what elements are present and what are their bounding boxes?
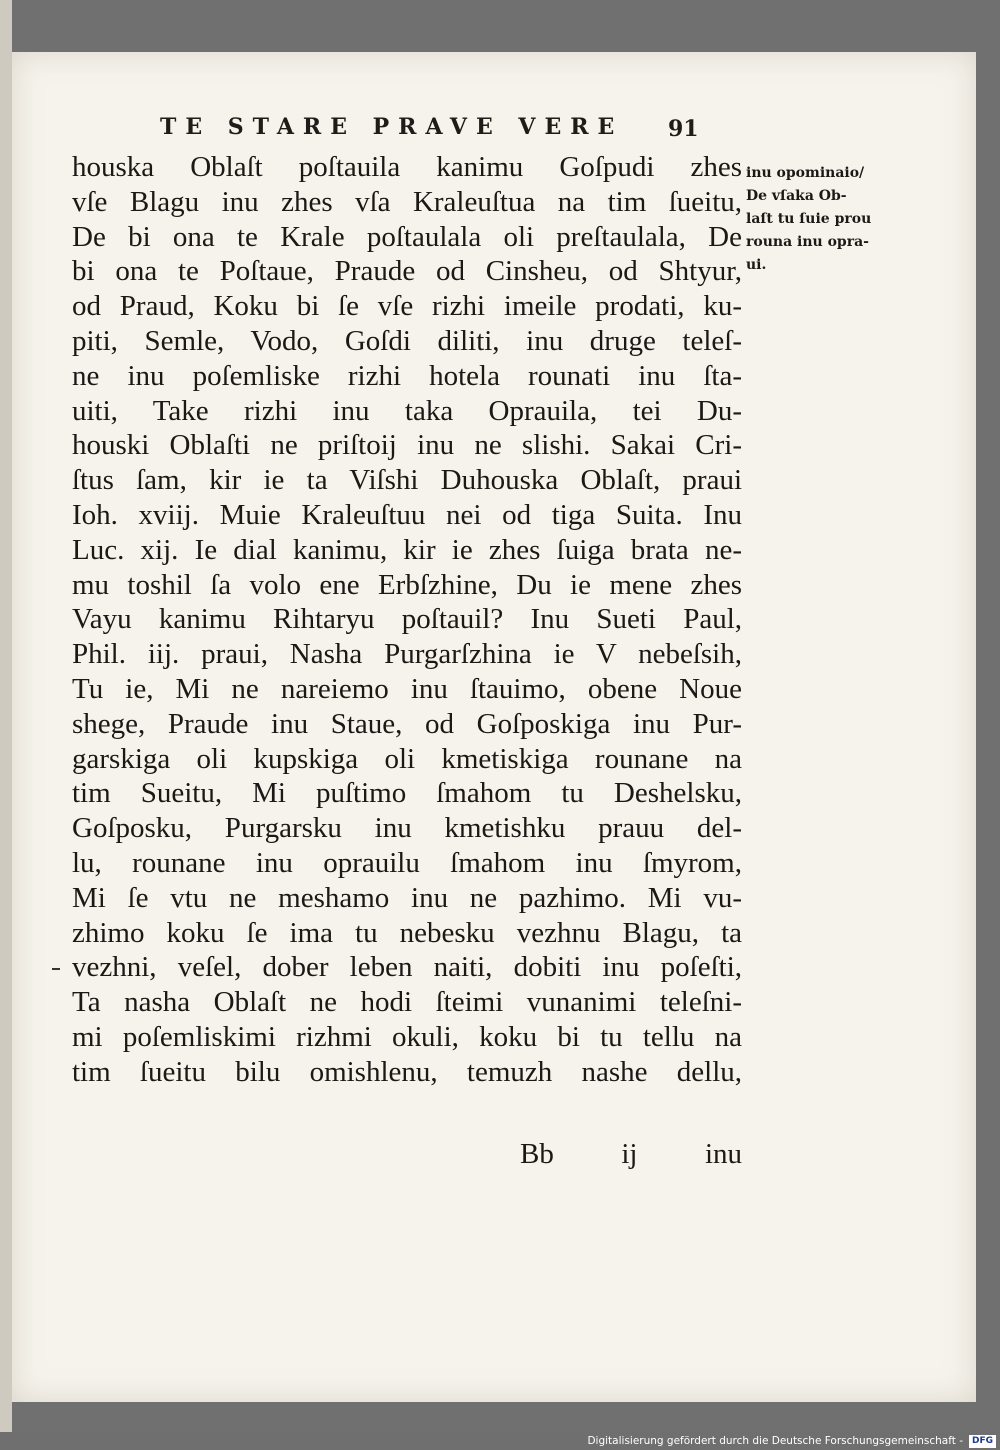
signature-mark: Bb	[520, 1138, 554, 1170]
marginal-note-line: rouna inu opra-	[746, 234, 869, 250]
digitization-footer	[0, 1432, 1000, 1450]
text-line: shege, Praude inu Staue, od Goſposkiga inu Pur-	[72, 707, 742, 740]
text-line: uiti, Take rizhi inu taka Oprauila, tei Du-	[72, 394, 742, 427]
text-line: Goſposku, Purgarsku inu kmetishku prauu del-	[72, 812, 742, 845]
footer-credit: Digitalisierung gefördert durch die Deutsche Forschungsgemeinschaft -	[587, 1435, 963, 1447]
text-line: Ioh. xviij. Muie Kraleuſtuu nei od tiga Suita. Inu	[72, 498, 742, 531]
text-line: lu, rounane inu oprauilu ſmahom inu ſmyrom,	[72, 846, 742, 879]
text-line: mi poſemliskimi rizhmi okuli, koku bi tu tellu na	[72, 1020, 742, 1053]
dfg-logo: DFG	[969, 1435, 996, 1448]
text-line: Luc. xij. Ie dial kanimu, kir ie zhes ſuiga brata ne-	[72, 533, 742, 566]
body-text	[72, 150, 742, 1090]
marginal-note	[746, 162, 916, 277]
signature-number: ij	[621, 1138, 638, 1170]
text-line: piti, Semle, Vodo, Goſdi diliti, inu druge teleſ-	[72, 324, 742, 357]
text-line: od Praud, Koku bi ſe vſe rizhi imeile prodati, ku-	[72, 290, 742, 323]
text-line: vſe Blagu inu zhes vſa Kraleuſtua na tim ſueitu,	[72, 185, 742, 218]
text-line: bi ona te Poſtaue, Praude od Cinsheu, od Shtyur,	[72, 255, 742, 288]
catchword: inu	[704, 1138, 742, 1170]
text-line: Vayu kanimu Rihtaryu poſtauil? Inu Sueti Paul,	[72, 603, 742, 636]
text-line: Tu ie, Mi ne nareiemo inu ſtauimo, obene Noue	[72, 672, 742, 705]
facing-page-edge	[0, 0, 12, 1450]
signature-catchword-line	[520, 1138, 742, 1171]
marginal-note-line: De vſaka Ob-	[746, 188, 847, 204]
ink-mark	[52, 968, 60, 970]
text-line: houski Oblaſti ne priſtoij inu ne slishi. Sakai Cri-	[72, 429, 742, 462]
text-line: tim Sueitu, Mi puſtimo ſmahom tu Deshelsku,	[72, 777, 742, 810]
text-line: ne inu poſemliske rizhi hotela rounati inu ſta-	[72, 359, 742, 392]
text-line: garskiga oli kupskiga oli kmetiskiga rounane na	[72, 742, 742, 775]
text-line: De bi ona te Krale poſtaulala oli preſtaulala, De	[72, 220, 742, 253]
text-line: tim ſueitu bilu omishlenu, temuzh nashe dellu,	[72, 1055, 742, 1088]
text-line: vezhni, veſel, dober leben naiti, dobiti inu poſeſti,	[72, 951, 742, 984]
text-line: Mi ſe vtu ne meshamo inu ne pazhimo. Mi vu-	[72, 881, 742, 914]
running-head: TE STARE PRAVE VERE	[160, 114, 624, 140]
text-line: houska Oblaſt poſtauila kanimu Goſpudi zhes	[72, 151, 742, 183]
text-line: Phil. iij. praui, Nasha Purgarſzhina ie V nebeſsih,	[72, 638, 742, 671]
text-line: mu toshil ſa volo ene Erbſzhine, Du ie mene zhes	[72, 568, 742, 601]
page-number: 91	[668, 116, 699, 142]
marginal-note-line: inu opominaio/	[746, 165, 865, 181]
text-line: ſtus ſam, kir ie ta Viſshi Duhouska Oblaſt, praui	[72, 464, 742, 497]
text-line: Ta nasha Oblaſt ne hodi ſteimi vunanimi teleſni-	[72, 986, 742, 1019]
marginal-note-line: laſt tu ſuie prou	[746, 211, 872, 227]
marginal-note-line: ui.	[746, 257, 767, 273]
text-line: zhimo koku ſe ima tu nebesku vezhnu Blagu, ta	[72, 916, 742, 949]
